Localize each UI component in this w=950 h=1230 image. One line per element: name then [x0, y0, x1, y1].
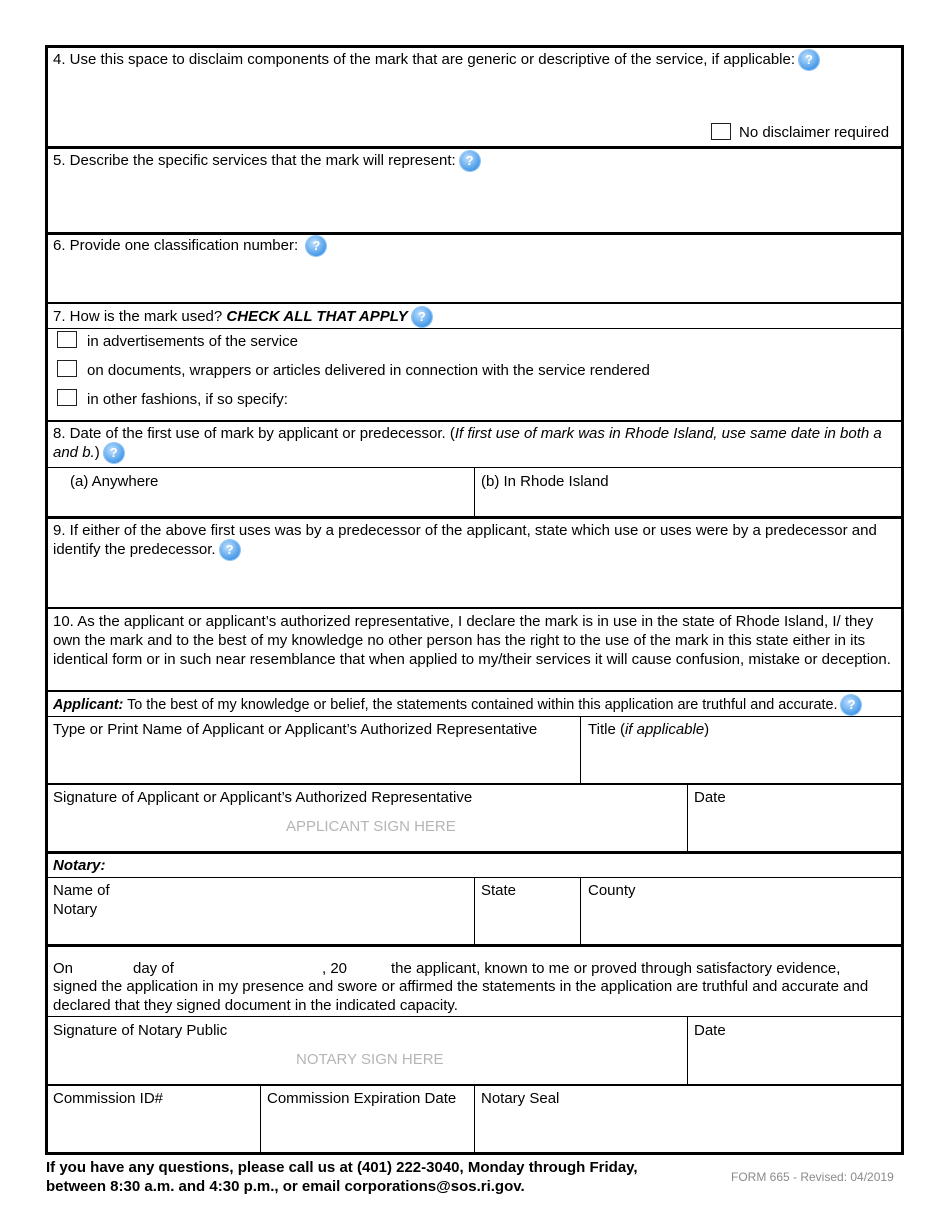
title-text: Title (: [588, 721, 625, 738]
notary-state-label: State: [481, 882, 517, 899]
divider: [687, 784, 688, 852]
form-id: FORM 665 - Revised: 04/2019: [731, 1170, 894, 1184]
divider: [45, 146, 904, 149]
notary-heading-text: Notary:: [53, 857, 106, 874]
use-other-checkbox[interactable]: [57, 389, 77, 406]
first-use-anywhere-label: (a) Anywhere: [70, 473, 159, 490]
notary-statement-1: the applicant, known to me or proved through satisfactory evidence,: [391, 960, 841, 977]
section8-label: [53, 424, 898, 463]
notary-date-input[interactable]: [694, 1045, 894, 1079]
divider: [45, 302, 904, 304]
applicant-title-label: [588, 720, 709, 739]
applicant-statement-row: [53, 695, 861, 715]
commission-exp-input[interactable]: [267, 1113, 467, 1149]
first-use-ri-label: (b) In Rhode Island: [481, 473, 609, 490]
divider: [474, 1085, 475, 1155]
divider: [45, 851, 904, 854]
notary-statement-3: declared that they signed document in the indicated capacity.: [53, 997, 458, 1014]
divider: [45, 232, 904, 235]
section6-label-row: [53, 236, 326, 256]
notary-on-label: On: [53, 960, 74, 977]
notary-day-input[interactable]: [80, 959, 130, 978]
divider: [45, 607, 904, 609]
help-icon[interactable]: ?: [460, 151, 480, 171]
notary-date-label: Date: [694, 1022, 726, 1039]
applicant-name-label: Type or Print Name of Applicant or Applicant’s Authorized Representative: [53, 721, 538, 738]
applicant-statement: To the best of my knowledge or belief, the statements contained within this application are truthful and accurate.: [127, 696, 838, 713]
help-icon[interactable]: ?: [306, 236, 326, 256]
applicant-heading: Applicant:: [53, 696, 124, 713]
help-icon[interactable]: ?: [220, 540, 240, 560]
section5-label-row: [53, 151, 480, 171]
disclaimer-input[interactable]: [53, 75, 893, 115]
commission-id-input[interactable]: [53, 1113, 253, 1149]
section4-label: 4. Use this space to disclaim components of the mark that are generic or descriptive of the service, if applicable:: [53, 51, 796, 68]
divider: [580, 877, 581, 945]
section4-label-row: [53, 50, 819, 70]
divider: [45, 783, 904, 785]
classification-input[interactable]: [53, 262, 893, 298]
notary-name-label-1: Name of: [53, 882, 110, 899]
applicant-date-label: Date: [694, 789, 726, 806]
notary-county-label: County: [588, 882, 636, 899]
first-use-ri-input[interactable]: [481, 493, 896, 513]
predecessor-input[interactable]: [53, 565, 893, 603]
section8-italic: If first use of mark was in Rhode Island, use same date in both a and b.: [53, 425, 882, 461]
use-option-label: on documents, wrappers or articles delivered in connection with the service rendered: [87, 362, 650, 379]
use-documents-checkbox[interactable]: [57, 360, 77, 377]
no-disclaimer-checkbox[interactable]: [711, 123, 731, 140]
services-input[interactable]: [53, 176, 893, 226]
applicant-sign-field[interactable]: APPLICANT SIGN HERE: [286, 818, 456, 835]
title-close: ): [704, 721, 710, 738]
notary-sign-field[interactable]: NOTARY SIGN HERE: [296, 1051, 444, 1068]
applicant-title-input[interactable]: [588, 745, 896, 777]
footer-contact-1: If you have any questions, please call us at (401) 222-3040, Monday through Friday,: [46, 1159, 638, 1176]
divider: [45, 420, 904, 422]
notary-year-input[interactable]: [352, 959, 388, 978]
section8-close: ): [94, 444, 100, 461]
title-italic: if applicable: [624, 721, 705, 738]
applicant-signature-label: Signature of Applicant or Applicant’s Authorized Representative: [53, 789, 473, 806]
divider: [45, 328, 904, 329]
applicant-name-input[interactable]: [53, 745, 573, 777]
notary-county-input[interactable]: [588, 905, 896, 937]
help-icon[interactable]: ?: [799, 50, 819, 70]
first-use-anywhere-input[interactable]: [53, 493, 468, 513]
divider: [45, 690, 904, 692]
section7-label: 7. How is the mark used?: [53, 308, 223, 325]
notary-heading: [53, 856, 106, 875]
section9-text: 9. If either of the above first uses was by a predecessor of the applicant, state which use or uses were by a predecessor and identify the predecessor.: [53, 522, 877, 558]
notary-state-input[interactable]: [481, 905, 575, 937]
section6-label: 6. Provide one classification number:: [53, 237, 299, 254]
notary-year-label: , 20: [322, 960, 348, 977]
help-icon[interactable]: ?: [104, 443, 124, 463]
notary-signature-label: Signature of Notary Public: [53, 1022, 228, 1039]
use-option-label: in other fashions, if so specify:: [87, 391, 288, 408]
divider: [45, 1016, 904, 1017]
notary-seal-label: Notary Seal: [481, 1090, 560, 1107]
use-advertisements-checkbox[interactable]: [57, 331, 77, 348]
section10-text: 10. As the applicant or applicant’s authorized representative, I declare the mark is in use in the state of Rhode Island, I/ they own the mark and to the best of my knowledge no other person has the right to the use of the mark in this state either in its identical form or in such near resemblance that when applied to my/their services it will cause confusion, mistake or deception.: [53, 613, 891, 668]
divider: [474, 467, 475, 517]
help-icon[interactable]: ?: [841, 695, 861, 715]
applicant-date-input[interactable]: [694, 812, 894, 846]
commission-id-label: Commission ID#: [53, 1090, 164, 1107]
notary-statement-2: signed the application in my presence and swore or affirmed the statements in the application are truthful and accurate and: [53, 978, 869, 995]
section8-text: 8. Date of the first use of mark by applicant or predecessor. (: [53, 425, 455, 442]
section5-label: 5. Describe the specific services that the mark will represent:: [53, 152, 456, 169]
notary-day-of-label: day of: [133, 960, 174, 977]
divider: [687, 1016, 688, 1085]
footer-contact-2: between 8:30 a.m. and 4:30 p.m., or email corporations@sos.ri.gov.: [46, 1178, 525, 1195]
use-option-label: in advertisements of the service: [87, 333, 298, 350]
divider: [45, 716, 904, 717]
divider: [580, 716, 581, 784]
other-use-input[interactable]: [300, 390, 895, 410]
commission-exp-label: Commission Expiration Date: [267, 1090, 457, 1107]
divider: [474, 877, 475, 945]
no-disclaimer-label: No disclaimer required: [739, 124, 890, 141]
help-icon[interactable]: ?: [412, 307, 432, 327]
notary-name-label-2: Notary: [53, 901, 98, 918]
section7-emphasis: CHECK ALL THAT APPLY: [226, 308, 408, 325]
notary-name-input[interactable]: [120, 885, 468, 935]
notary-month-input[interactable]: [180, 959, 320, 978]
divider: [260, 1085, 261, 1155]
section9-label: [53, 521, 898, 560]
section7-label-row: [53, 307, 432, 327]
